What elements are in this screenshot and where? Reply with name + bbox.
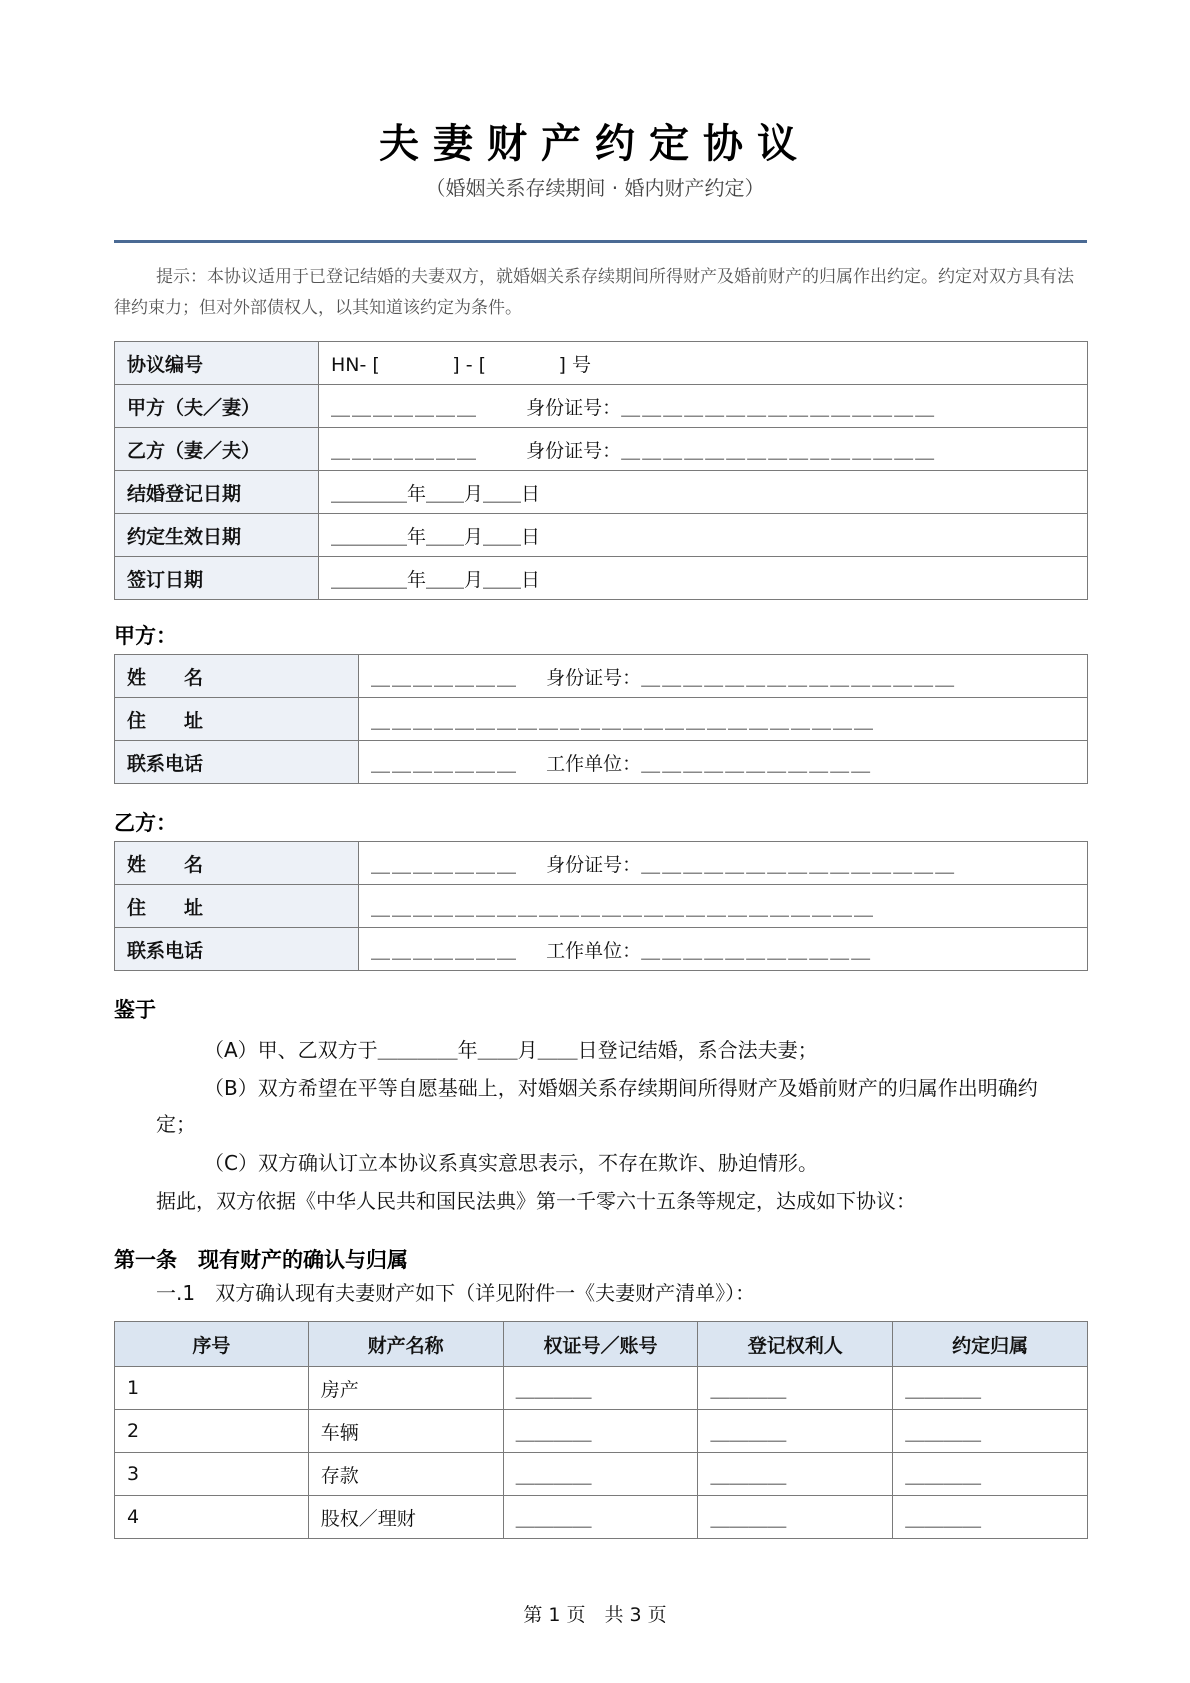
agreement-no-label: 协议编号	[115, 342, 319, 385]
agreement-info-table	[114, 341, 1088, 600]
party-b-name-cell	[359, 842, 1088, 885]
marriage-date-field[interactable]: ＿＿＿＿年＿＿月＿＿日	[319, 471, 1088, 514]
party-b-idno-label: 身份证号：	[546, 853, 642, 876]
row-certificate-field[interactable]: ＿＿＿＿	[503, 1453, 698, 1496]
party-a-idno-label: 身份证号：	[546, 666, 642, 689]
agreement-no-field[interactable]: HN- [ ] - [ ] 号	[319, 342, 1088, 385]
document-title: 夫妻财产约定协议	[379, 121, 811, 167]
party-b-cell	[319, 428, 1088, 471]
row-holder-field[interactable]: ＿＿＿＿	[698, 1496, 893, 1539]
table-row	[115, 842, 1088, 885]
party-a-address-field[interactable]	[359, 698, 1088, 741]
party-a-name-field[interactable]: ＿＿＿＿＿＿＿	[331, 396, 479, 419]
row-no: 1	[115, 1367, 309, 1410]
table-row	[115, 1453, 1088, 1496]
whereas-heading: 鉴于	[114, 998, 156, 1022]
column-header-certificate: 权证号／账号	[503, 1322, 698, 1367]
row-holder-field[interactable]: ＿＿＿＿	[698, 1367, 893, 1410]
table-row	[115, 655, 1088, 698]
party-a-phone-field[interactable]: ＿＿＿＿＿＿＿	[371, 752, 519, 775]
article-1-clause: 一.1 双方确认现有夫妻财产如下（详见附件一《夫妻财产清单》）：	[156, 1281, 756, 1305]
row-no: 2	[115, 1410, 309, 1453]
row-asset-name: 车辆	[308, 1410, 503, 1453]
marriage-date-label: 结婚登记日期	[115, 471, 319, 514]
table-row	[115, 1496, 1088, 1539]
party-a-id-field[interactable]: ＿＿＿＿＿＿＿＿＿＿＿＿＿＿＿	[621, 396, 937, 419]
party-a-table	[114, 654, 1088, 784]
column-header-ownership: 约定归属	[893, 1322, 1088, 1367]
party-b-phone-cell	[359, 928, 1088, 971]
table-row	[115, 557, 1088, 600]
title-divider	[114, 240, 1087, 243]
row-holder-field[interactable]: ＿＿＿＿	[698, 1410, 893, 1453]
row-ownership-field[interactable]: ＿＿＿＿	[893, 1410, 1088, 1453]
table-row	[115, 928, 1088, 971]
table-row	[115, 385, 1088, 428]
party-b-address-blank: ＿＿＿＿＿＿＿＿＿＿＿＿＿＿＿＿＿＿＿＿＿＿＿＿	[371, 896, 876, 919]
party-b-table	[114, 841, 1088, 971]
whereas-clause-a: （A）甲、乙双方于＿＿＿＿年＿＿月＿＿日登记结婚，系合法夫妻；	[204, 1038, 818, 1062]
table-row	[115, 428, 1088, 471]
party-b-id-field[interactable]: ＿＿＿＿＿＿＿＿＿＿＿＿＿＿＿	[621, 439, 937, 462]
whereas-conclusion: 据此，双方依据《中华人民共和国民法典》第一千零六十五条等规定，达成如下协议：	[156, 1189, 916, 1213]
assets-header-row	[115, 1322, 1088, 1367]
party-b-employer-label: 工作单位：	[546, 939, 642, 962]
party-b-employer-field[interactable]: ＿＿＿＿＿＿＿＿＿＿＿	[641, 939, 873, 962]
party-b-label: 乙方（妻／夫）	[115, 428, 319, 471]
column-header-asset-name: 财产名称	[308, 1322, 503, 1367]
table-row	[115, 1367, 1088, 1410]
row-certificate-field[interactable]: ＿＿＿＿	[503, 1410, 698, 1453]
effective-date-field[interactable]: ＿＿＿＿年＿＿月＿＿日	[319, 514, 1088, 557]
table-row	[115, 342, 1088, 385]
table-row	[115, 1410, 1088, 1453]
row-ownership-field[interactable]: ＿＿＿＿	[893, 1453, 1088, 1496]
party-b-address-field[interactable]	[359, 885, 1088, 928]
column-header-registered-holder: 登记权利人	[698, 1322, 893, 1367]
party-a-id-label: 身份证号：	[526, 396, 622, 419]
party-a-employer-field[interactable]: ＿＿＿＿＿＿＿＿＿＿＿	[641, 752, 873, 775]
party-b-id-label: 身份证号：	[526, 439, 622, 462]
party-b-heading: 乙方：	[114, 811, 177, 835]
party-a-idno-field[interactable]: ＿＿＿＿＿＿＿＿＿＿＿＿＿＿＿	[641, 666, 957, 689]
row-asset-name: 存款	[308, 1453, 503, 1496]
party-b-name-label: 姓 名	[115, 842, 359, 885]
party-a-label: 甲方（夫／妻）	[115, 385, 319, 428]
usage-hint: 提示：本协议适用于已登记结婚的夫妻双方，就婚姻关系存续期间所得财产及婚前财产的归属作出约定。约定对双方具有法律约束力；但对外部债权人，以其知道该约定为条件。	[114, 267, 1074, 318]
party-a-cell	[319, 385, 1088, 428]
assets-table	[114, 1321, 1088, 1539]
row-no: 4	[115, 1496, 309, 1539]
row-ownership-field[interactable]: ＿＿＿＿	[893, 1367, 1088, 1410]
whereas-clause-c: （C）双方确认订立本协议系真实意思表示，不存在欺诈、胁迫情形。	[204, 1151, 818, 1175]
party-a-employer-label: 工作单位：	[546, 752, 642, 775]
table-row	[115, 471, 1088, 514]
party-a-name-cell	[359, 655, 1088, 698]
party-b-phone-field[interactable]: ＿＿＿＿＿＿＿	[371, 939, 519, 962]
table-row	[115, 698, 1088, 741]
row-certificate-field[interactable]: ＿＿＿＿	[503, 1496, 698, 1539]
row-ownership-field[interactable]: ＿＿＿＿	[893, 1496, 1088, 1539]
table-row	[115, 741, 1088, 784]
effective-date-label: 约定生效日期	[115, 514, 319, 557]
party-a-address-blank: ＿＿＿＿＿＿＿＿＿＿＿＿＿＿＿＿＿＿＿＿＿＿＿＿	[371, 709, 876, 732]
document-subtitle: （婚姻关系存续期间 · 婚内财产约定）	[425, 176, 765, 200]
table-row	[115, 885, 1088, 928]
page-number: 第 1 页 共 3 页	[523, 1604, 667, 1626]
party-b-idno-field[interactable]: ＿＿＿＿＿＿＿＿＿＿＿＿＿＿＿	[641, 853, 957, 876]
party-a-phone-cell	[359, 741, 1088, 784]
signing-date-label: 签订日期	[115, 557, 319, 600]
row-asset-name: 股权／理财	[308, 1496, 503, 1539]
party-b-address-label: 住 址	[115, 885, 359, 928]
party-b-name-field[interactable]: ＿＿＿＿＿＿＿	[331, 439, 479, 462]
party-a-address-label: 住 址	[115, 698, 359, 741]
whereas-clause-b: （B）双方希望在平等自愿基础上，对婚姻关系存续期间所得财产及婚前财产的归属作出明确约	[204, 1076, 1038, 1100]
row-certificate-field[interactable]: ＿＿＿＿	[503, 1367, 698, 1410]
row-no: 3	[115, 1453, 309, 1496]
party-a-heading: 甲方：	[114, 624, 177, 648]
party-a-fullname-field[interactable]: ＿＿＿＿＿＿＿	[371, 666, 519, 689]
signing-date-field[interactable]: ＿＿＿＿年＿＿月＿＿日	[319, 557, 1088, 600]
party-b-fullname-field[interactable]: ＿＿＿＿＿＿＿	[371, 853, 519, 876]
table-row	[115, 514, 1088, 557]
party-a-name-label: 姓 名	[115, 655, 359, 698]
whereas-clause-b-continued: 定；	[156, 1112, 196, 1136]
article-1-heading: 第一条 现有财产的确认与归属	[114, 1248, 408, 1272]
party-b-phone-label: 联系电话	[115, 928, 359, 971]
row-holder-field[interactable]: ＿＿＿＿	[698, 1453, 893, 1496]
column-header-no: 序号	[115, 1322, 309, 1367]
party-a-phone-label: 联系电话	[115, 741, 359, 784]
row-asset-name: 房产	[308, 1367, 503, 1410]
